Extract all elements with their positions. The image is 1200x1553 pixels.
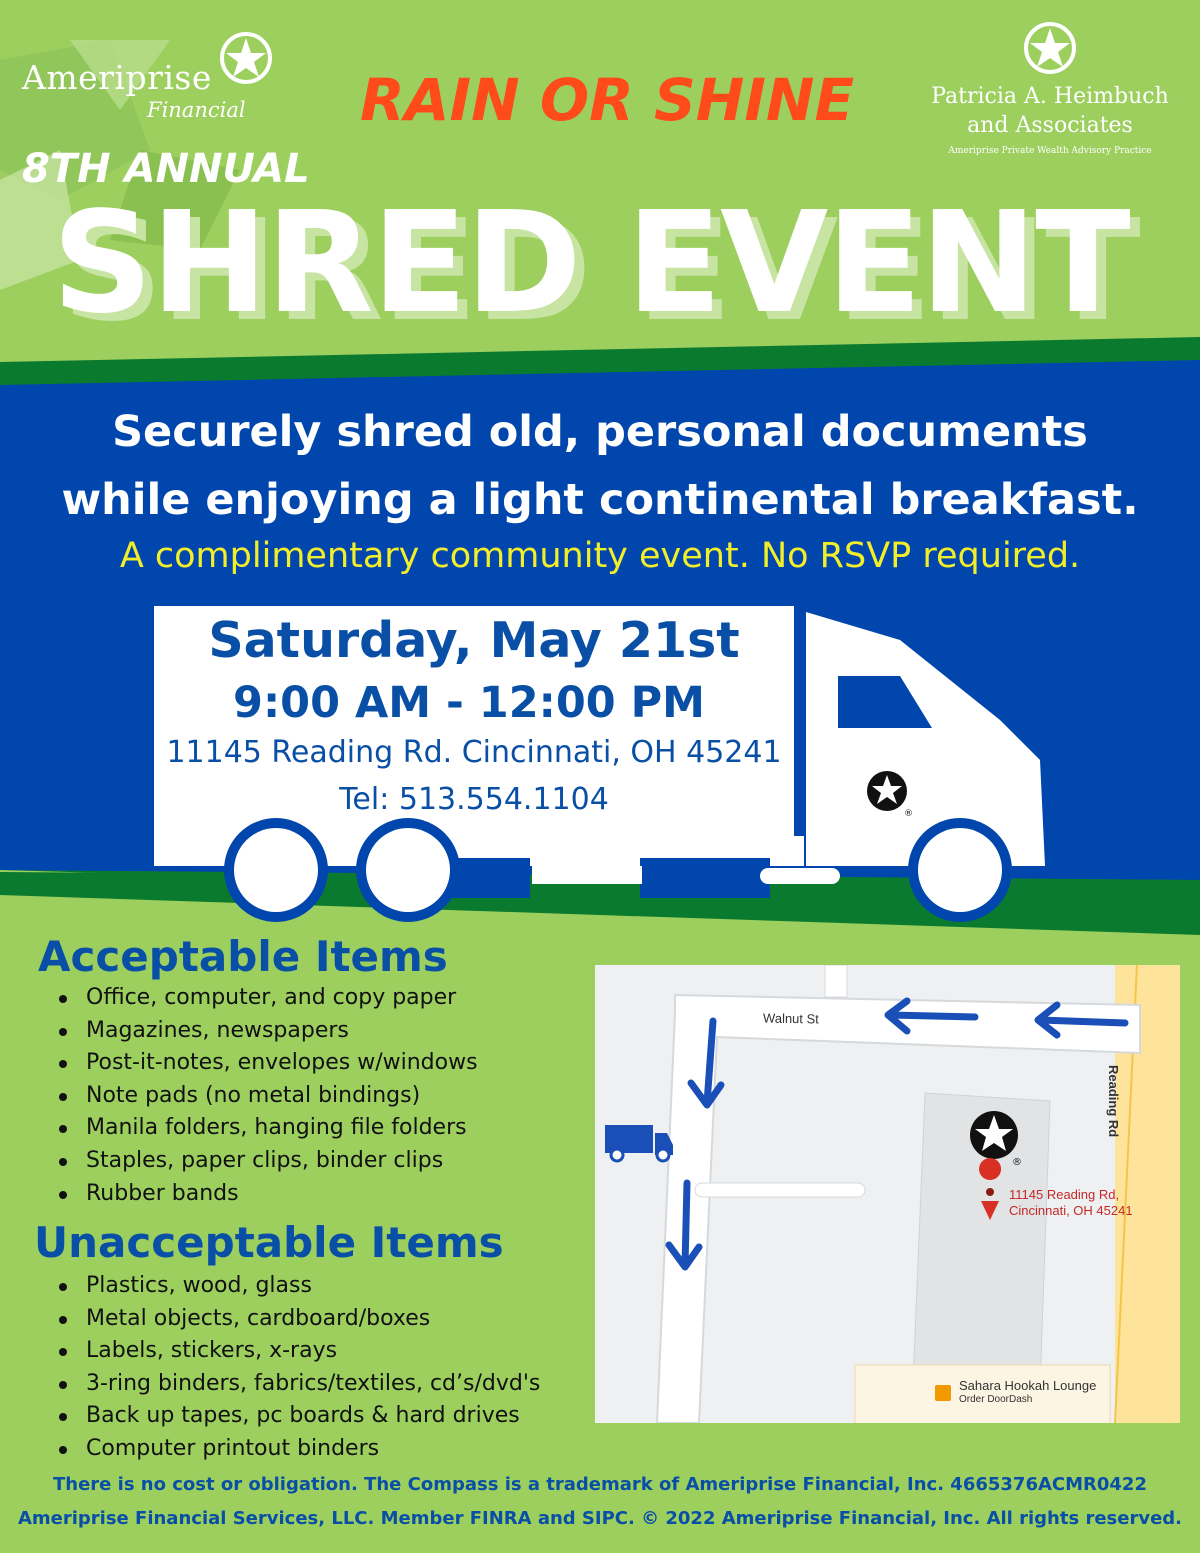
map-pin-line2: Cincinnati, OH 45241: [1009, 1203, 1133, 1218]
truck-wheel: [918, 828, 1002, 912]
event-time: 9:00 AM - 12:00 PM: [233, 678, 705, 728]
truck-wheel: [366, 828, 450, 912]
acceptable-heading: Acceptable Items: [38, 932, 448, 981]
map-pin-line1: 11145 Reading Rd,: [1009, 1187, 1120, 1202]
truck-icon: [605, 1125, 673, 1161]
event-address: 11145 Reading Rd. Cincinnati, OH 45241: [166, 735, 782, 770]
location-map: [595, 965, 1180, 1423]
company-name: Ameriprise: [22, 58, 212, 97]
side-road: [695, 1183, 865, 1197]
acceptable-list: [36, 982, 478, 1210]
poi-sub: Order DoorDash: [959, 1394, 1033, 1405]
tagline-rain-or-shine: RAIN OR SHINE: [360, 66, 855, 134]
ameriprise-logo: [22, 28, 302, 128]
list-item: Note pads (no metal bindings): [36, 1080, 478, 1113]
list-item: Manila folders, hanging file folders: [36, 1112, 478, 1145]
practice-name: [920, 82, 1180, 140]
headline-line1: Securely shred old, personal documents: [112, 407, 1088, 457]
headline-line2: while enjoying a light continental breakfast.: [61, 475, 1139, 525]
footer-line1: There is no cost or obligation. The Compass is a trademark of Ameriprise Financial, Inc. 4665376ACMR0422: [53, 1474, 1147, 1495]
svg-text:®: ®: [904, 809, 913, 819]
poi-name: Sahara Hookah Lounge: [959, 1378, 1097, 1393]
compass-star-icon: [1022, 20, 1078, 76]
company-sub: Financial: [147, 98, 246, 122]
list-item: Office, computer, and copy paper: [36, 982, 478, 1015]
list-item: Staples, paper clips, binder clips: [36, 1145, 478, 1178]
list-item: Back up tapes, pc boards & hard drives: [36, 1400, 540, 1433]
svg-text:®: ®: [1012, 1157, 1022, 1168]
practice-name-line1: Patricia A. Heimbuch: [931, 84, 1169, 109]
event-title: SHRED EVENT: [52, 182, 1129, 345]
annual-label: 8TH ANNUAL: [22, 146, 310, 192]
poi-label: [959, 1379, 1096, 1407]
practice-subtitle: Ameriprise Private Wealth Advisory Practice: [948, 146, 1152, 156]
list-item: Post-it-notes, envelopes w/windows: [36, 1047, 478, 1080]
truck-wheel: [234, 828, 318, 912]
unacceptable-heading: Unacceptable Items: [34, 1218, 504, 1267]
practice-name-line2: and Associates: [967, 113, 1133, 138]
list-item: Rubber bands: [36, 1178, 478, 1211]
practice-logo: [920, 20, 1180, 156]
footer-line2: Ameriprise Financial Services, LLC. Member FINRA and SIPC. © 2022 Ameriprise Financial, Inc. All rights reserved.: [17, 1508, 1183, 1529]
unacceptable-list: [36, 1270, 540, 1466]
list-item: 3-ring binders, fabrics/textiles, cd’s/dvd's: [36, 1368, 540, 1401]
list-item: Labels, stickers, x-rays: [36, 1335, 540, 1368]
event-date: Saturday, May 21st: [208, 612, 740, 669]
list-item: Plastics, wood, glass: [36, 1270, 540, 1303]
subline: A complimentary community event. No RSVP required.: [119, 536, 1081, 576]
reading-rd-label: Reading Rd: [1106, 1065, 1121, 1138]
list-item: Metal objects, cardboard/boxes: [36, 1303, 540, 1336]
compass-star-icon: [218, 30, 274, 86]
walnut-st-label: Walnut St: [762, 1010, 820, 1027]
headline: [0, 398, 1200, 534]
footer-disclaimer: [0, 1468, 1200, 1536]
list-item: Computer printout binders: [36, 1433, 540, 1466]
map-pin-icon: [979, 1158, 1001, 1180]
list-item: Magazines, newspapers: [36, 1015, 478, 1048]
event-phone: Tel: 513.554.1104: [339, 782, 609, 817]
poi-icon: [935, 1385, 951, 1401]
map-pin-label: [1009, 1187, 1133, 1219]
